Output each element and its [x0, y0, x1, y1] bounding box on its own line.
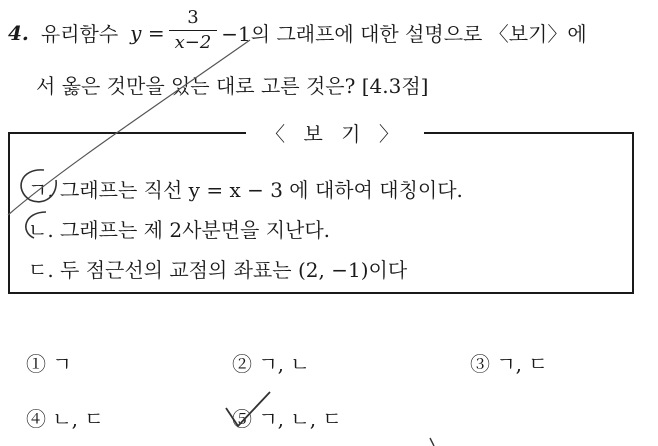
- stray-tick-mark: [430, 438, 434, 446]
- bogi-box-top-right: [424, 132, 634, 134]
- bogi-box-top-left: [8, 132, 246, 134]
- choice-3: ③ ㄱ, ㄷ: [470, 352, 548, 376]
- fraction: [169, 6, 218, 55]
- choice-4: ④ ㄴ, ㄷ: [26, 407, 104, 431]
- bogi-item-3: ㄷ. 두 점근선의 교점의 좌표는 (2, −1)이다: [28, 258, 408, 282]
- choice-1: ① ㄱ: [26, 352, 72, 376]
- question-number: 4.: [8, 20, 29, 45]
- question-line-1: [8, 8, 587, 57]
- fraction-denominator: x−2: [169, 30, 218, 55]
- question-prefix: 유리함수: [40, 22, 119, 46]
- question-line-2: 서 옳은 것만을 있는 대로 고른 것은? [4.3점]: [36, 74, 429, 98]
- bogi-item-2: ㄴ. 그래프는 제 2사분면을 지난다.: [28, 218, 331, 242]
- bogi-item-1: ㄱ. 그래프는 직선 y = x − 3 에 대하여 대칭이다.: [28, 178, 463, 202]
- question-suffix: −1의 그래프에 대한 설명으로 〈보기〉에: [221, 22, 587, 46]
- fraction-numerator: 3: [187, 7, 199, 28]
- bogi-title: 〈 보 기 〉: [265, 122, 405, 146]
- function-lhs: y =: [130, 20, 165, 45]
- choice-5: ⑤ ㄱ, ㄴ, ㄷ: [232, 407, 342, 431]
- choice-2: ② ㄱ, ㄴ: [232, 352, 310, 376]
